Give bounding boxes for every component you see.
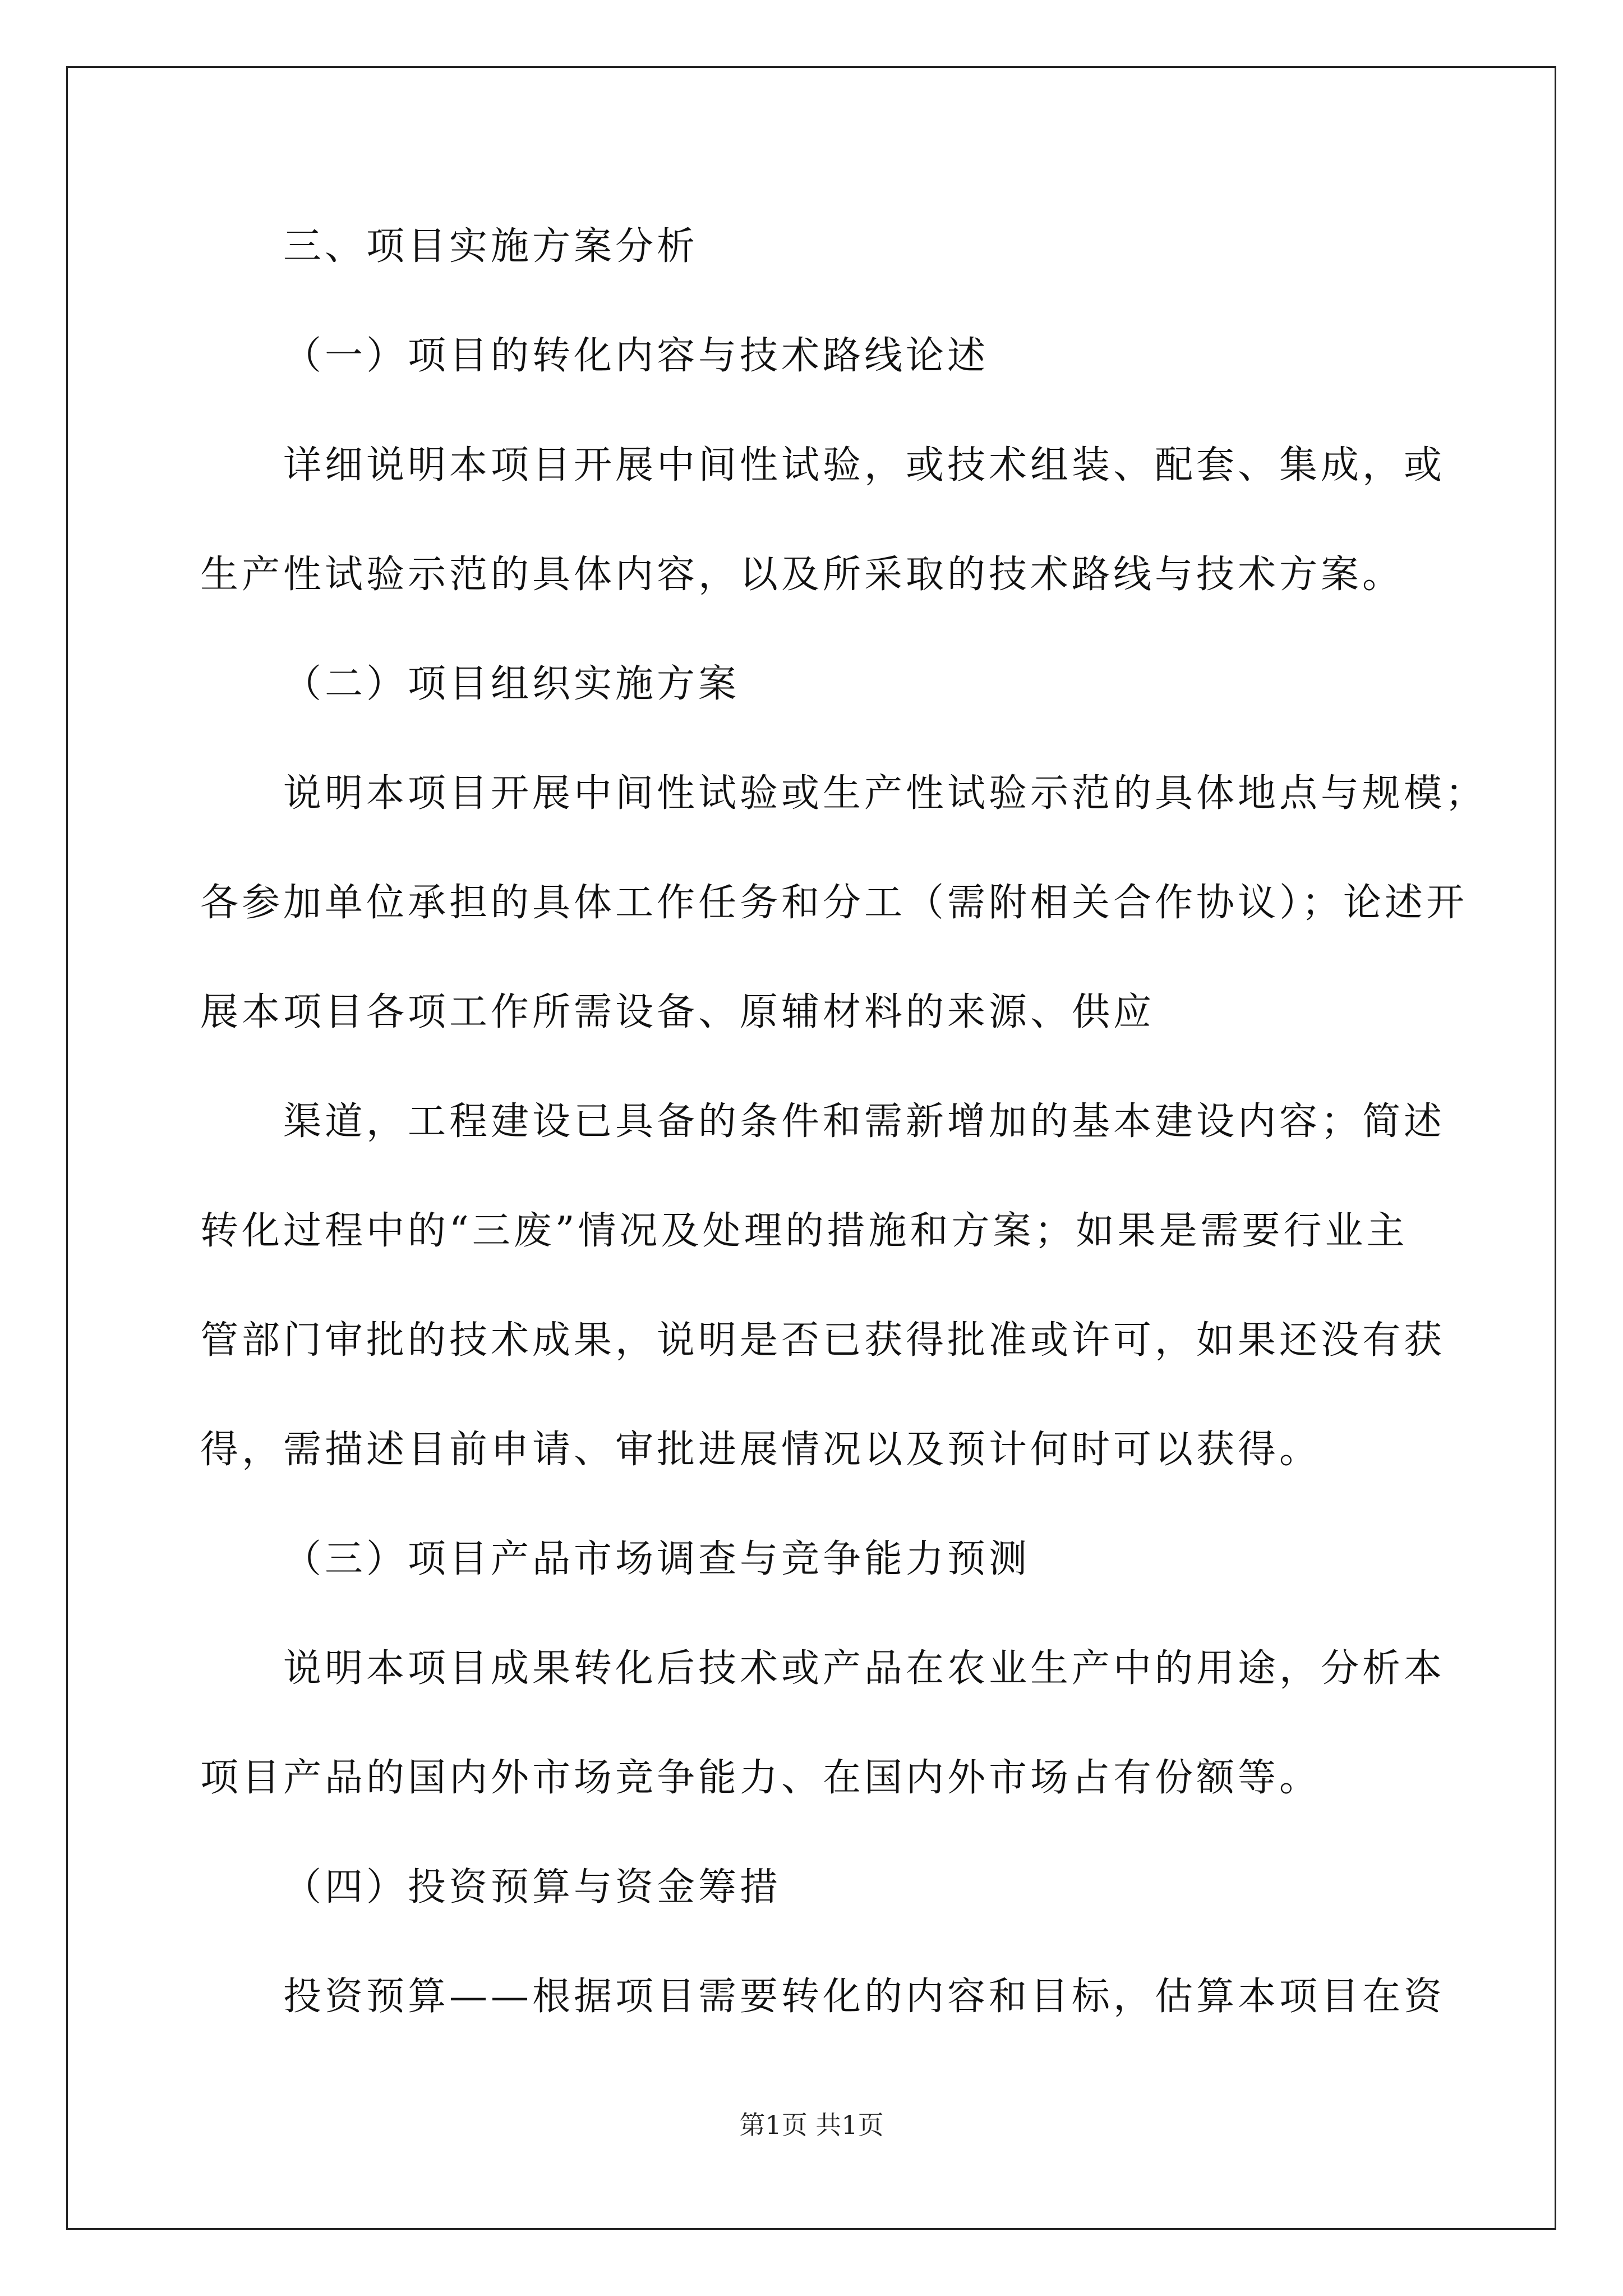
paragraph-line: 各参加单位承担的具体工作任务和分工（需附相关合作协议）；论述开 bbox=[200, 881, 1468, 925]
paragraph-line: 展本项目各项工作所需设备、原辅材料的来源、供应 bbox=[200, 990, 1155, 1034]
paragraph-line: 详细说明本项目开展中间性试验，或技术组装、配套、集成，或 bbox=[283, 443, 1446, 487]
paragraph-line: 投资预算——根据项目需要转化的内容和目标，估算本项目在资 bbox=[283, 1975, 1446, 2019]
subsection-heading: （四）投资预算与资金筹措 bbox=[283, 1865, 782, 1910]
paragraph-line: 转化过程中的“三废”情况及处理的措施和方案；如果是需要行业主 bbox=[200, 1209, 1408, 1253]
subsection-heading: （一）项目的转化内容与技术路线论述 bbox=[283, 334, 989, 378]
paragraph-line: 管部门审批的技术成果，说明是否已获得批准或许可，如果还没有获 bbox=[200, 1318, 1446, 1363]
subsection-heading: （二）项目组织实施方案 bbox=[283, 662, 740, 706]
paragraph-line: 生产性试验示范的具体内容，以及所采取的技术路线与技术方案。 bbox=[200, 553, 1404, 597]
paragraph-line: 说明本项目开展中间性试验或生产性试验示范的具体地点与规模； bbox=[283, 771, 1487, 816]
paragraph-line: 得，需描述目前申请、审批进展情况以及预计何时可以获得。 bbox=[200, 1428, 1321, 1472]
paragraph-line: 说明本项目成果转化后技术或产品在农业生产中的用途，分析本 bbox=[283, 1646, 1446, 1691]
page-number-footer: 第1页 共1页 bbox=[739, 2110, 884, 2140]
subsection-heading: （三）项目产品市场调查与竞争能力预测 bbox=[283, 1537, 1031, 1581]
paragraph-line: 项目产品的国内外市场竞争能力、在国内外市场占有份额等。 bbox=[200, 1756, 1321, 1800]
paragraph-line: 渠道，工程建设已具备的条件和需新增加的基本建设内容；简述 bbox=[283, 1099, 1446, 1144]
section-heading: 三、项目实施方案分析 bbox=[283, 224, 699, 269]
